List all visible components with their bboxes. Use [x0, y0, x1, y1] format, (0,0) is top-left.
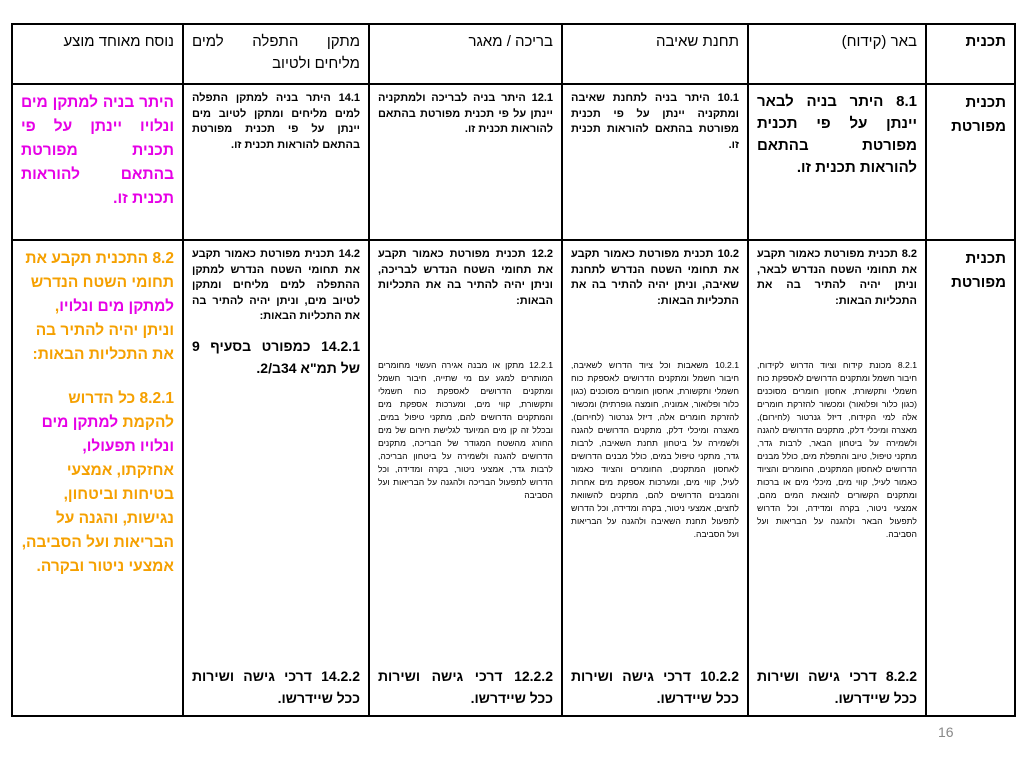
row2-well-intro: 8.2 תכנית מפורטת כאמור תקבע את תחומי השטח הנדרש לבאר, וניתן יהיה להתיר בה את התכליות הבאות:	[757, 248, 917, 307]
row2-unified-p2-mid: תפעולו,	[82, 438, 141, 455]
row-building-permit	[12, 84, 1015, 240]
row1-pump: 10.1 היתר בניה לתחנת שאיבה ומתקניה יינתן על פי תכנית מפורטת בהתאם להוראות תכנית זו.	[562, 84, 748, 240]
row2-pump-cell	[562, 240, 748, 716]
row1-unified: היתר בניה למתקן מים ונלויו יינתן על פי תכנית מפורטת בהתאם להוראות תכנית זו.	[12, 84, 183, 240]
row2-pump-access: 10.2.2 דרכי גישה ושירות ככל שיידרשו.	[571, 668, 739, 706]
row1-label: תכנית מפורטת	[926, 84, 1015, 240]
row1-pool: 12.1 היתר בניה לבריכה ולמתקניה יינתן על פי תכנית מפורטת בהתאם להוראות תכנית זו.	[369, 84, 562, 240]
row2-pool-cell	[369, 240, 562, 716]
row2-unified-p1-post: , וניתן יהיה להתיר בה את התכליות הבאות:	[32, 298, 174, 363]
row-detailed-plan	[12, 240, 1015, 716]
row2-desal-cell	[183, 240, 369, 716]
row2-pool-detail: 12.2.1 מתקן או מבנה אגירה העשוי מחומרים המותרים למגע עם מי שתייה, חיבור חשמל ומתקנים הדרושים לאספקת כוח חשמלי ותקשורת, קווי מים, ומערכות אספקת מים והמתקנים הדרושים להם, מתקני טיפול במים, ובכלל זה קן מים המיועד לגלישת חירום של מים החורג מהשטח המגודר של הבריכה, מתקנים הדרושים להגנה ולשמירה על ביטחון הבריכה, לרבות גדר, אמצעי ניטור, בקרה ומדידה, וכל הדרוש לתפעול הבריכה ולהגנה על הבריאות ועל הסביבה	[378, 360, 553, 500]
row2-desal-sub: 14.2.1 כמפורט בסעיף 9 של תמ"א 34ב/2.	[192, 337, 360, 376]
row2-unified-cell	[12, 240, 183, 716]
header-pool: בריכה / מאגר	[369, 24, 562, 84]
row2-unified-p2-mag: למתקן מים ונלויו	[41, 414, 174, 455]
header-row	[12, 24, 1015, 84]
header-well: באר (קידוח)	[748, 24, 926, 84]
row1-well: 8.1 היתר בניה לבאר יינתן על פי תכנית מפורטת בהתאם להוראות תכנית זו.	[748, 84, 926, 240]
row2-pool-access: 12.2.2 דרכי גישה ושירות ככל שיידרשו.	[378, 668, 553, 706]
row2-desal-intro: 14.2 תכנית מפורטת כאמור תקבע את תחומי השטח הנדרש למתקן ההתפלה למים מליחים ומתקן לטיוב מים, וניתן יהיה להתיר בה את התכליות הבאות:	[192, 248, 360, 322]
comparison-table	[11, 23, 1016, 717]
header-plan: תכנית	[926, 24, 1015, 84]
page-number: 16	[938, 724, 954, 740]
row2-well-access: 8.2.2 דרכי גישה ושירות ככל שיידרשו.	[757, 668, 917, 706]
row2-unified-p2-post: אחזקתו, אמצעי בטיחות וביטחון, נגישות, והגנה על הבריאות ועל הסביבה, אמצעי ניטור ובקרה.	[21, 462, 174, 575]
row2-pool-intro: 12.2 תכנית מפורטת כאמור תקבע את תחומי השטח הנדרש לבריכה, וניתן יהיה להתיר בה את התכליות הבאות:	[378, 248, 553, 307]
row2-well-cell	[748, 240, 926, 716]
row2-unified-p2-pre: 8.2.1 כל הדרוש להקמת	[68, 390, 174, 431]
row2-unified-p1-mag: למתקן מים ונלויו	[59, 298, 174, 315]
row2-unified-p1-pre: 8.2 התכנית תקבע את תחומי השטח הנדרש	[25, 250, 174, 291]
row2-well-detail: 8.2.1 מכונת קידוח וציוד הדרוש לקידוח, חיבור חשמל ומתקנים הדרושים לאספקת כוח חשמלי ותקשורת, אחסון חומרים מסוכנים (כגון כלור ופלואור) ומכשור להזרקת חומרים אלה למי הקידוח, דיזל גנרטור (לחירום), מאצרה ומיכלי דלק, מתקנים הדרושים להגנה ולשמירה על ביטחון הבאר, לרבות גדר, מתקני טיפול, טיוב והתפלת מים, כולל מבנים הדרושים לאחסון המתקנים, החומרים והציוד כאמור לעיל, קווי מים, מיכלי מים או ברכות ומתקנים הקשורים להוצאת המים מהם, אמצעי ניטור, בקרה ומדידה, וכל הדרוש לתפעול הבאר ולהגנה על הבריאות ועל הסביבה.	[757, 360, 917, 539]
row2-pump-intro: 10.2 תכנית מפורטת כאמור תקבע את תחומי השטח הנדרש לתחנת שאיבה, וניתן יהיה להתיר בה את התכליות הבאות:	[571, 248, 739, 307]
header-pump: תחנת שאיבה	[562, 24, 748, 84]
row2-desal-access: 14.2.2 דרכי גישה ושירות ככל שיידרשו.	[192, 668, 360, 706]
row1-desal: 14.1 היתר בניה למתקן התפלה למים מליחים ומתקן לטיוב מים יינתן על פי תכנית מפורטת בהתאם להוראות תכנית זו.	[183, 84, 369, 240]
header-unified: נוסח מאוחד מוצע	[12, 24, 183, 84]
header-desal: מתקן התפלה למים מליחים ולטיוב	[183, 24, 369, 84]
row2-label: תכנית מפורטת	[926, 240, 1015, 716]
row2-pump-detail: 10.2.1 משאבות וכל ציוד הדרוש לשאיבה, חיבור חשמל ומתקנים הדרושים לאספקת כוח חשמלי ותקשורת, אחסון חומרים מסוכנים (כגון כלור ופלואור, אמוניה, חומצה גופרתית) ומכשור להזרקת חומרים אלה, דיזל גנרטור (לחירום), מאצרה ומיכלי דלק, מתקנים הדרושים להגנה ולשמירה על ביטחון תחנת השאיבה, לרבות גדר, מתקני טיפול במים, כולל מבנים הדרושים לאחסון המתקנים, החומרים והציוד כאמור לעיל, קווי מים, ומערכות אספקת מים אחרות והמבנים הדרושים להם, מתקנים להשוואת לחצים, אמצעי ניטור, בקרה ומדידה, וכל הדרוש לתפעול תחנת השאיבה ולהגנה על הבריאות ועל הסביבה.	[571, 360, 739, 539]
